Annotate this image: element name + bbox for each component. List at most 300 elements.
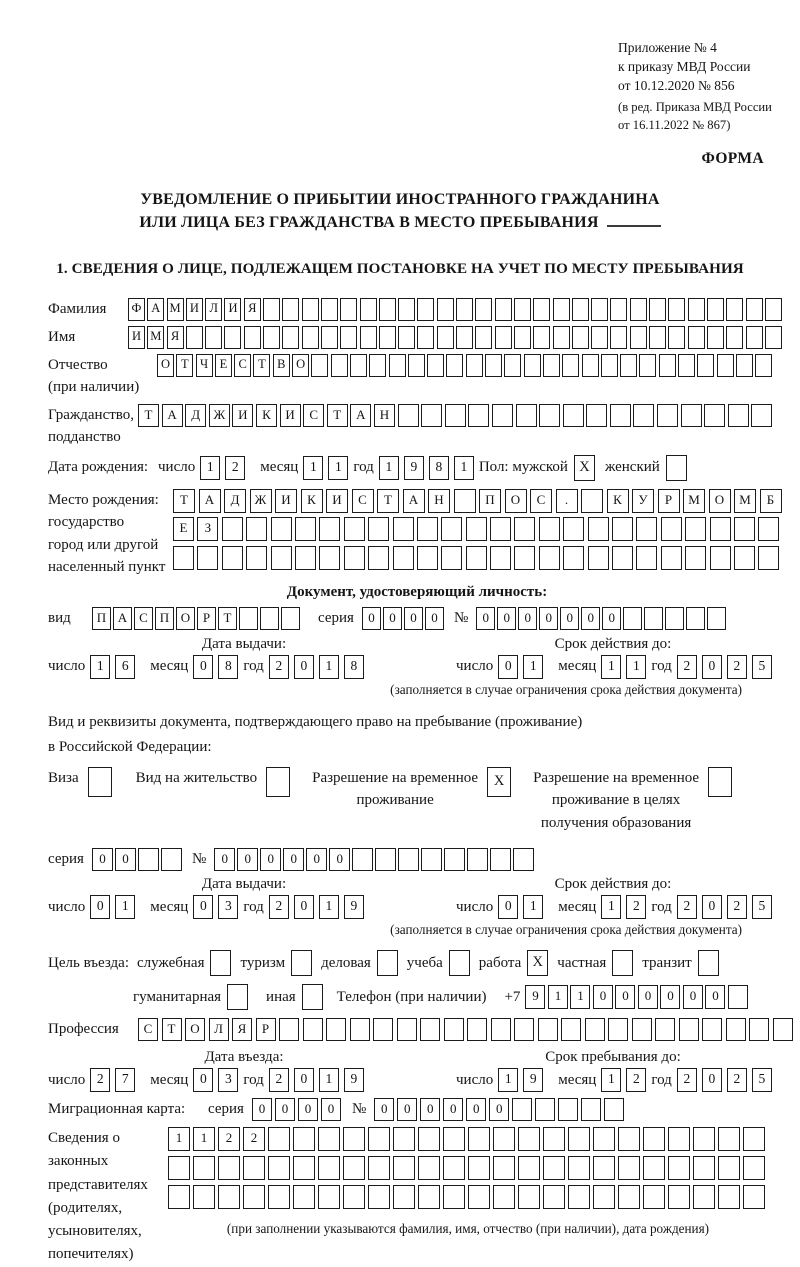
sex-female-checkbox[interactable] bbox=[666, 455, 687, 481]
purpose-work-checkbox[interactable]: X bbox=[527, 950, 548, 976]
form-cell[interactable]: Л bbox=[205, 298, 222, 321]
form-cell[interactable]: А bbox=[147, 298, 164, 321]
form-cell[interactable]: С bbox=[530, 489, 552, 513]
form-cell[interactable] bbox=[393, 1185, 415, 1209]
form-cell[interactable] bbox=[620, 354, 637, 377]
form-cell[interactable] bbox=[632, 1018, 652, 1041]
form-cell[interactable]: О bbox=[505, 489, 527, 513]
form-cell[interactable] bbox=[678, 354, 695, 377]
form-cell[interactable]: И bbox=[275, 489, 297, 513]
form-cell[interactable] bbox=[368, 1127, 390, 1151]
form-cell[interactable]: 2 bbox=[727, 655, 747, 679]
form-cell[interactable] bbox=[582, 354, 599, 377]
form-cell[interactable] bbox=[743, 1185, 765, 1209]
form-cell[interactable] bbox=[490, 848, 511, 871]
form-cell[interactable]: 0 bbox=[193, 1068, 213, 1092]
form-cell[interactable] bbox=[643, 1156, 665, 1180]
form-cell[interactable]: Т bbox=[218, 607, 237, 630]
form-cell[interactable] bbox=[572, 326, 589, 349]
form-cell[interactable]: З bbox=[197, 517, 218, 541]
purpose-study-checkbox[interactable] bbox=[449, 950, 470, 976]
form-cell[interactable]: Т bbox=[176, 354, 193, 377]
form-cell[interactable] bbox=[539, 404, 560, 427]
form-cell[interactable]: 2 bbox=[626, 1068, 646, 1092]
form-cell[interactable] bbox=[193, 1185, 215, 1209]
form-cell[interactable] bbox=[243, 1185, 265, 1209]
form-cell[interactable] bbox=[726, 1018, 746, 1041]
form-cell[interactable] bbox=[755, 354, 772, 377]
form-cell[interactable]: М bbox=[683, 489, 705, 513]
form-cell[interactable]: Т bbox=[173, 489, 195, 513]
form-cell[interactable]: 0 bbox=[443, 1098, 463, 1121]
form-cell[interactable] bbox=[568, 1127, 590, 1151]
form-cell[interactable]: И bbox=[224, 298, 241, 321]
form-cell[interactable] bbox=[514, 298, 531, 321]
form-cell[interactable] bbox=[443, 1127, 465, 1151]
form-cell[interactable]: 2 bbox=[269, 655, 289, 679]
form-cell[interactable]: 1 bbox=[523, 655, 543, 679]
form-cell[interactable]: 0 bbox=[92, 848, 113, 871]
form-cell[interactable]: 5 bbox=[752, 895, 772, 919]
form-cell[interactable]: 0 bbox=[702, 895, 722, 919]
form-cell[interactable]: С bbox=[234, 354, 251, 377]
form-cell[interactable] bbox=[490, 546, 511, 570]
form-cell[interactable]: О bbox=[176, 607, 195, 630]
form-cell[interactable] bbox=[321, 298, 338, 321]
form-cell[interactable] bbox=[535, 1098, 555, 1121]
form-cell[interactable] bbox=[373, 1018, 393, 1041]
form-cell[interactable] bbox=[593, 1156, 615, 1180]
form-cell[interactable] bbox=[568, 1185, 590, 1209]
form-cell[interactable] bbox=[649, 298, 666, 321]
form-cell[interactable] bbox=[343, 1127, 365, 1151]
form-cell[interactable] bbox=[543, 1156, 565, 1180]
form-cell[interactable] bbox=[749, 1018, 769, 1041]
form-cell[interactable] bbox=[618, 1156, 640, 1180]
form-cell[interactable]: 2 bbox=[269, 1068, 289, 1092]
form-cell[interactable] bbox=[539, 517, 560, 541]
form-cell[interactable]: 0 bbox=[329, 848, 350, 871]
form-cell[interactable]: Н bbox=[428, 489, 450, 513]
form-cell[interactable]: И bbox=[280, 404, 301, 427]
form-cell[interactable]: 0 bbox=[518, 607, 537, 630]
form-cell[interactable]: 1 bbox=[303, 456, 323, 480]
form-cell[interactable] bbox=[539, 546, 560, 570]
form-cell[interactable] bbox=[495, 326, 512, 349]
form-cell[interactable]: 1 bbox=[193, 1127, 215, 1151]
form-cell[interactable] bbox=[393, 1156, 415, 1180]
form-cell[interactable] bbox=[271, 546, 292, 570]
form-cell[interactable]: К bbox=[607, 489, 629, 513]
form-cell[interactable]: П bbox=[92, 607, 111, 630]
form-cell[interactable] bbox=[661, 517, 682, 541]
form-cell[interactable]: 0 bbox=[283, 848, 304, 871]
form-cell[interactable]: 6 bbox=[115, 655, 135, 679]
form-cell[interactable] bbox=[369, 354, 386, 377]
form-cell[interactable] bbox=[350, 354, 367, 377]
form-cell[interactable]: 1 bbox=[379, 456, 399, 480]
form-cell[interactable] bbox=[643, 1185, 665, 1209]
form-cell[interactable]: С bbox=[352, 489, 374, 513]
form-cell[interactable] bbox=[420, 1018, 440, 1041]
form-cell[interactable]: 0 bbox=[498, 895, 518, 919]
form-cell[interactable]: 0 bbox=[498, 655, 518, 679]
form-cell[interactable] bbox=[561, 1018, 581, 1041]
form-cell[interactable] bbox=[518, 1127, 540, 1151]
form-cell[interactable]: 0 bbox=[90, 895, 110, 919]
form-cell[interactable] bbox=[743, 1127, 765, 1151]
form-cell[interactable]: 0 bbox=[214, 848, 235, 871]
temp-residence-checkbox[interactable]: X bbox=[487, 767, 511, 797]
form-cell[interactable]: 2 bbox=[677, 655, 697, 679]
form-cell[interactable]: Р bbox=[197, 607, 216, 630]
form-cell[interactable] bbox=[518, 1185, 540, 1209]
form-cell[interactable]: 9 bbox=[525, 985, 545, 1009]
form-cell[interactable] bbox=[668, 1185, 690, 1209]
form-cell[interactable]: Я bbox=[167, 326, 184, 349]
form-cell[interactable]: Р bbox=[256, 1018, 276, 1041]
form-cell[interactable]: 0 bbox=[476, 607, 495, 630]
form-cell[interactable]: 0 bbox=[420, 1098, 440, 1121]
form-cell[interactable]: 1 bbox=[319, 655, 339, 679]
form-cell[interactable]: 0 bbox=[404, 607, 423, 630]
form-cell[interactable]: Ж bbox=[209, 404, 230, 427]
form-cell[interactable] bbox=[466, 517, 487, 541]
form-cell[interactable] bbox=[707, 607, 726, 630]
form-cell[interactable] bbox=[746, 326, 763, 349]
form-cell[interactable] bbox=[726, 326, 743, 349]
form-cell[interactable] bbox=[173, 546, 194, 570]
form-cell[interactable]: 3 bbox=[218, 1068, 238, 1092]
form-cell[interactable] bbox=[318, 1127, 340, 1151]
form-cell[interactable] bbox=[360, 326, 377, 349]
form-cell[interactable] bbox=[533, 326, 550, 349]
form-cell[interactable]: Т bbox=[327, 404, 348, 427]
form-cell[interactable] bbox=[441, 517, 462, 541]
form-cell[interactable] bbox=[417, 298, 434, 321]
form-cell[interactable] bbox=[718, 1156, 740, 1180]
form-cell[interactable]: 0 bbox=[581, 607, 600, 630]
form-cell[interactable]: 0 bbox=[362, 607, 381, 630]
form-cell[interactable] bbox=[168, 1185, 190, 1209]
form-cell[interactable]: А bbox=[350, 404, 371, 427]
form-cell[interactable]: О bbox=[157, 354, 174, 377]
form-cell[interactable] bbox=[563, 517, 584, 541]
form-cell[interactable]: 1 bbox=[601, 655, 621, 679]
form-cell[interactable] bbox=[572, 298, 589, 321]
form-cell[interactable]: Я bbox=[244, 298, 261, 321]
form-cell[interactable] bbox=[389, 354, 406, 377]
form-cell[interactable] bbox=[633, 404, 654, 427]
purpose-business-checkbox[interactable] bbox=[377, 950, 398, 976]
purpose-tourism-checkbox[interactable] bbox=[291, 950, 312, 976]
form-cell[interactable] bbox=[514, 326, 531, 349]
form-cell[interactable] bbox=[466, 546, 487, 570]
form-cell[interactable]: Е bbox=[173, 517, 194, 541]
form-cell[interactable] bbox=[281, 607, 300, 630]
form-cell[interactable] bbox=[707, 298, 724, 321]
form-cell[interactable]: 2 bbox=[727, 895, 747, 919]
form-cell[interactable]: Л bbox=[209, 1018, 229, 1041]
form-cell[interactable]: 8 bbox=[218, 655, 238, 679]
form-cell[interactable]: О bbox=[185, 1018, 205, 1041]
form-cell[interactable] bbox=[268, 1185, 290, 1209]
form-cell[interactable] bbox=[524, 354, 541, 377]
form-cell[interactable]: 0 bbox=[593, 985, 613, 1009]
form-cell[interactable]: Т bbox=[377, 489, 399, 513]
form-cell[interactable] bbox=[765, 326, 782, 349]
form-cell[interactable]: 1 bbox=[601, 895, 621, 919]
form-cell[interactable] bbox=[649, 326, 666, 349]
form-cell[interactable] bbox=[495, 298, 512, 321]
form-cell[interactable]: Д bbox=[224, 489, 246, 513]
form-cell[interactable] bbox=[751, 404, 772, 427]
form-cell[interactable] bbox=[758, 546, 779, 570]
form-cell[interactable]: 1 bbox=[328, 456, 348, 480]
form-cell[interactable]: 0 bbox=[615, 985, 635, 1009]
form-cell[interactable] bbox=[222, 517, 243, 541]
form-cell[interactable] bbox=[302, 298, 319, 321]
form-cell[interactable] bbox=[197, 546, 218, 570]
form-cell[interactable] bbox=[588, 517, 609, 541]
form-cell[interactable] bbox=[693, 1185, 715, 1209]
form-cell[interactable] bbox=[282, 326, 299, 349]
form-cell[interactable] bbox=[186, 326, 203, 349]
form-cell[interactable]: 2 bbox=[243, 1127, 265, 1151]
form-cell[interactable] bbox=[295, 517, 316, 541]
form-cell[interactable]: 1 bbox=[626, 655, 646, 679]
form-cell[interactable]: 0 bbox=[602, 607, 621, 630]
form-cell[interactable]: А bbox=[199, 489, 221, 513]
form-cell[interactable]: 2 bbox=[225, 456, 245, 480]
form-cell[interactable]: А bbox=[113, 607, 132, 630]
form-cell[interactable] bbox=[513, 848, 534, 871]
form-cell[interactable]: 8 bbox=[429, 456, 449, 480]
form-cell[interactable] bbox=[218, 1185, 240, 1209]
form-cell[interactable] bbox=[702, 1018, 722, 1041]
form-cell[interactable] bbox=[668, 326, 685, 349]
form-cell[interactable] bbox=[608, 1018, 628, 1041]
form-cell[interactable]: 1 bbox=[454, 456, 474, 480]
form-cell[interactable] bbox=[398, 326, 415, 349]
form-cell[interactable]: Ж bbox=[250, 489, 272, 513]
form-cell[interactable] bbox=[710, 517, 731, 541]
form-cell[interactable] bbox=[585, 1018, 605, 1041]
form-cell[interactable] bbox=[268, 1127, 290, 1151]
edu-residence-checkbox[interactable] bbox=[708, 767, 732, 797]
form-cell[interactable] bbox=[693, 1156, 715, 1180]
form-cell[interactable]: 0 bbox=[115, 848, 136, 871]
form-cell[interactable]: 0 bbox=[193, 895, 213, 919]
form-cell[interactable] bbox=[282, 298, 299, 321]
form-cell[interactable] bbox=[437, 326, 454, 349]
form-cell[interactable]: 1 bbox=[601, 1068, 621, 1092]
form-cell[interactable] bbox=[444, 1018, 464, 1041]
form-cell[interactable]: А bbox=[403, 489, 425, 513]
form-cell[interactable]: 1 bbox=[319, 895, 339, 919]
form-cell[interactable]: К bbox=[256, 404, 277, 427]
form-cell[interactable] bbox=[331, 354, 348, 377]
form-cell[interactable] bbox=[417, 326, 434, 349]
form-cell[interactable]: Ч bbox=[196, 354, 213, 377]
form-cell[interactable] bbox=[655, 1018, 675, 1041]
form-cell[interactable] bbox=[321, 326, 338, 349]
form-cell[interactable] bbox=[686, 607, 705, 630]
form-cell[interactable]: А bbox=[162, 404, 183, 427]
form-cell[interactable]: О bbox=[292, 354, 309, 377]
form-cell[interactable] bbox=[318, 1156, 340, 1180]
form-cell[interactable] bbox=[668, 298, 685, 321]
form-cell[interactable] bbox=[514, 517, 535, 541]
form-cell[interactable]: 0 bbox=[489, 1098, 509, 1121]
form-cell[interactable] bbox=[244, 326, 261, 349]
form-cell[interactable] bbox=[568, 1156, 590, 1180]
form-cell[interactable] bbox=[493, 1127, 515, 1151]
form-cell[interactable]: 0 bbox=[660, 985, 680, 1009]
form-cell[interactable] bbox=[444, 848, 465, 871]
form-cell[interactable] bbox=[558, 1098, 578, 1121]
form-cell[interactable] bbox=[326, 1018, 346, 1041]
form-cell[interactable] bbox=[468, 404, 489, 427]
form-cell[interactable] bbox=[271, 517, 292, 541]
form-cell[interactable] bbox=[516, 404, 537, 427]
form-cell[interactable] bbox=[593, 1127, 615, 1151]
form-cell[interactable] bbox=[368, 517, 389, 541]
form-cell[interactable] bbox=[350, 1018, 370, 1041]
form-cell[interactable]: 0 bbox=[260, 848, 281, 871]
form-cell[interactable] bbox=[311, 354, 328, 377]
form-cell[interactable] bbox=[421, 404, 442, 427]
form-cell[interactable] bbox=[728, 985, 748, 1009]
form-cell[interactable]: 9 bbox=[344, 895, 364, 919]
purpose-transit-checkbox[interactable] bbox=[698, 950, 719, 976]
form-cell[interactable] bbox=[493, 1185, 515, 1209]
form-cell[interactable] bbox=[610, 326, 627, 349]
form-cell[interactable] bbox=[418, 1185, 440, 1209]
form-cell[interactable] bbox=[685, 517, 706, 541]
form-cell[interactable] bbox=[340, 298, 357, 321]
residence-permit-checkbox[interactable] bbox=[266, 767, 290, 797]
form-cell[interactable] bbox=[295, 546, 316, 570]
form-cell[interactable] bbox=[490, 517, 511, 541]
form-cell[interactable] bbox=[467, 848, 488, 871]
form-cell[interactable]: К bbox=[301, 489, 323, 513]
form-cell[interactable]: О bbox=[709, 489, 731, 513]
form-cell[interactable] bbox=[344, 546, 365, 570]
form-cell[interactable] bbox=[443, 1156, 465, 1180]
form-cell[interactable]: . bbox=[556, 489, 578, 513]
form-cell[interactable] bbox=[728, 404, 749, 427]
form-cell[interactable]: 0 bbox=[539, 607, 558, 630]
form-cell[interactable] bbox=[263, 326, 280, 349]
form-cell[interactable] bbox=[518, 1156, 540, 1180]
form-cell[interactable]: 0 bbox=[252, 1098, 272, 1121]
form-cell[interactable]: С bbox=[303, 404, 324, 427]
form-cell[interactable]: 1 bbox=[548, 985, 568, 1009]
form-cell[interactable]: И bbox=[186, 298, 203, 321]
form-cell[interactable] bbox=[468, 1127, 490, 1151]
form-cell[interactable]: 0 bbox=[294, 1068, 314, 1092]
form-cell[interactable]: 0 bbox=[702, 655, 722, 679]
form-cell[interactable] bbox=[644, 607, 663, 630]
form-cell[interactable] bbox=[408, 354, 425, 377]
form-cell[interactable] bbox=[344, 517, 365, 541]
form-cell[interactable] bbox=[417, 546, 438, 570]
form-cell[interactable]: 2 bbox=[218, 1127, 240, 1151]
form-cell[interactable] bbox=[643, 1127, 665, 1151]
form-cell[interactable]: 0 bbox=[560, 607, 579, 630]
form-cell[interactable] bbox=[543, 354, 560, 377]
form-cell[interactable]: Р bbox=[658, 489, 680, 513]
form-cell[interactable] bbox=[379, 326, 396, 349]
form-cell[interactable] bbox=[685, 546, 706, 570]
form-cell[interactable]: 9 bbox=[344, 1068, 364, 1092]
form-cell[interactable] bbox=[491, 1018, 511, 1041]
form-cell[interactable] bbox=[375, 848, 396, 871]
form-cell[interactable] bbox=[417, 517, 438, 541]
form-cell[interactable] bbox=[456, 326, 473, 349]
form-cell[interactable] bbox=[630, 326, 647, 349]
form-cell[interactable]: 3 bbox=[218, 895, 238, 919]
form-cell[interactable] bbox=[343, 1185, 365, 1209]
form-cell[interactable] bbox=[222, 546, 243, 570]
form-cell[interactable] bbox=[688, 298, 705, 321]
form-cell[interactable] bbox=[393, 517, 414, 541]
form-cell[interactable] bbox=[352, 848, 373, 871]
form-cell[interactable]: 2 bbox=[727, 1068, 747, 1092]
form-cell[interactable]: Т bbox=[162, 1018, 182, 1041]
form-cell[interactable] bbox=[717, 354, 734, 377]
form-cell[interactable]: 2 bbox=[269, 895, 289, 919]
form-cell[interactable]: И bbox=[232, 404, 253, 427]
form-cell[interactable] bbox=[466, 354, 483, 377]
form-cell[interactable] bbox=[610, 404, 631, 427]
form-cell[interactable] bbox=[533, 298, 550, 321]
form-cell[interactable] bbox=[303, 1018, 323, 1041]
form-cell[interactable]: М bbox=[147, 326, 164, 349]
form-cell[interactable]: 1 bbox=[570, 985, 590, 1009]
form-cell[interactable]: 8 bbox=[344, 655, 364, 679]
form-cell[interactable] bbox=[454, 489, 476, 513]
form-cell[interactable] bbox=[538, 1018, 558, 1041]
form-cell[interactable] bbox=[340, 326, 357, 349]
form-cell[interactable] bbox=[418, 1127, 440, 1151]
form-cell[interactable] bbox=[485, 354, 502, 377]
form-cell[interactable] bbox=[218, 1156, 240, 1180]
form-cell[interactable]: С bbox=[138, 1018, 158, 1041]
form-cell[interactable] bbox=[224, 326, 241, 349]
form-cell[interactable] bbox=[668, 1156, 690, 1180]
form-cell[interactable] bbox=[581, 489, 603, 513]
form-cell[interactable] bbox=[514, 546, 535, 570]
form-cell[interactable] bbox=[468, 1185, 490, 1209]
form-cell[interactable] bbox=[239, 607, 258, 630]
form-cell[interactable]: 0 bbox=[374, 1098, 394, 1121]
form-cell[interactable]: 0 bbox=[702, 1068, 722, 1092]
form-cell[interactable] bbox=[697, 354, 714, 377]
form-cell[interactable] bbox=[437, 298, 454, 321]
form-cell[interactable] bbox=[718, 1185, 740, 1209]
form-cell[interactable] bbox=[302, 326, 319, 349]
form-cell[interactable] bbox=[562, 354, 579, 377]
form-cell[interactable]: 1 bbox=[168, 1127, 190, 1151]
form-cell[interactable]: Б bbox=[760, 489, 782, 513]
form-cell[interactable] bbox=[704, 404, 725, 427]
form-cell[interactable] bbox=[418, 1156, 440, 1180]
form-cell[interactable]: И bbox=[326, 489, 348, 513]
form-cell[interactable] bbox=[726, 298, 743, 321]
form-cell[interactable] bbox=[318, 1185, 340, 1209]
